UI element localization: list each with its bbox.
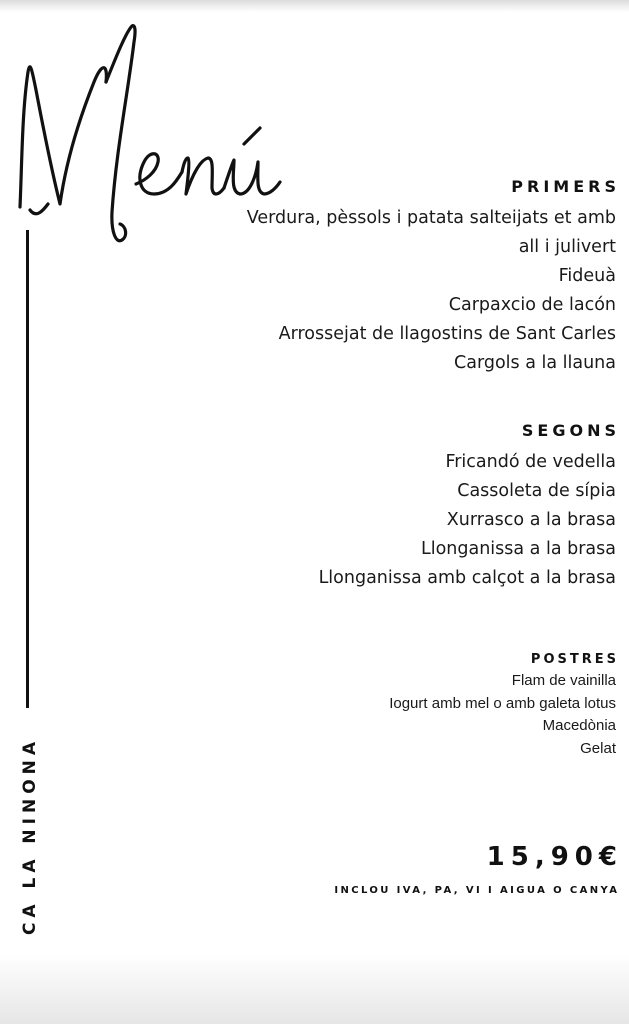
list-item: Macedònia [542, 717, 616, 734]
section-segons [196, 421, 620, 593]
list-item: Xurrasco a la brasa [446, 510, 616, 530]
list-item: Fricandó de vedella [445, 452, 616, 472]
top-shade [0, 0, 629, 12]
bottom-shade [0, 954, 629, 1024]
list-item: Fideuà [558, 266, 616, 286]
list-item: Llonganissa a la brasa [420, 539, 616, 559]
list-item: Cassoleta de sípia [457, 481, 616, 501]
list-item: Verdura, pèssols i patata salteijats et amb [246, 208, 616, 228]
section-heading-segons: SEGONS [521, 421, 620, 440]
price-note: INCLOU IVA, PA, VI I AIGUA O CANYA [334, 885, 620, 896]
postres-list [276, 670, 616, 760]
list-item: Carpaxcio de lacón [448, 295, 616, 315]
vertical-divider [26, 230, 29, 708]
primers-list [196, 204, 616, 378]
restaurant-name: CA LA NINONA [20, 736, 40, 936]
list-item: all i julivert [518, 237, 616, 257]
section-postres [276, 652, 619, 760]
segons-list [196, 448, 616, 593]
list-item: Cargols a la llauna [454, 353, 616, 373]
list-item: Flam de vainilla [511, 672, 616, 689]
section-heading-primers: PRIMERS [511, 177, 620, 196]
menu-price: 15,90€ [486, 842, 623, 872]
list-item: Llonganissa amb calçot a la brasa [318, 568, 616, 588]
section-primers [196, 177, 620, 378]
list-item: Gelat [580, 739, 616, 757]
list-item: Iogurt amb mel o amb galeta lotus [389, 694, 616, 712]
list-item: Arrossejat de llagostins de Sant Carles [278, 324, 616, 344]
section-heading-postres: POSTRES [530, 652, 619, 667]
